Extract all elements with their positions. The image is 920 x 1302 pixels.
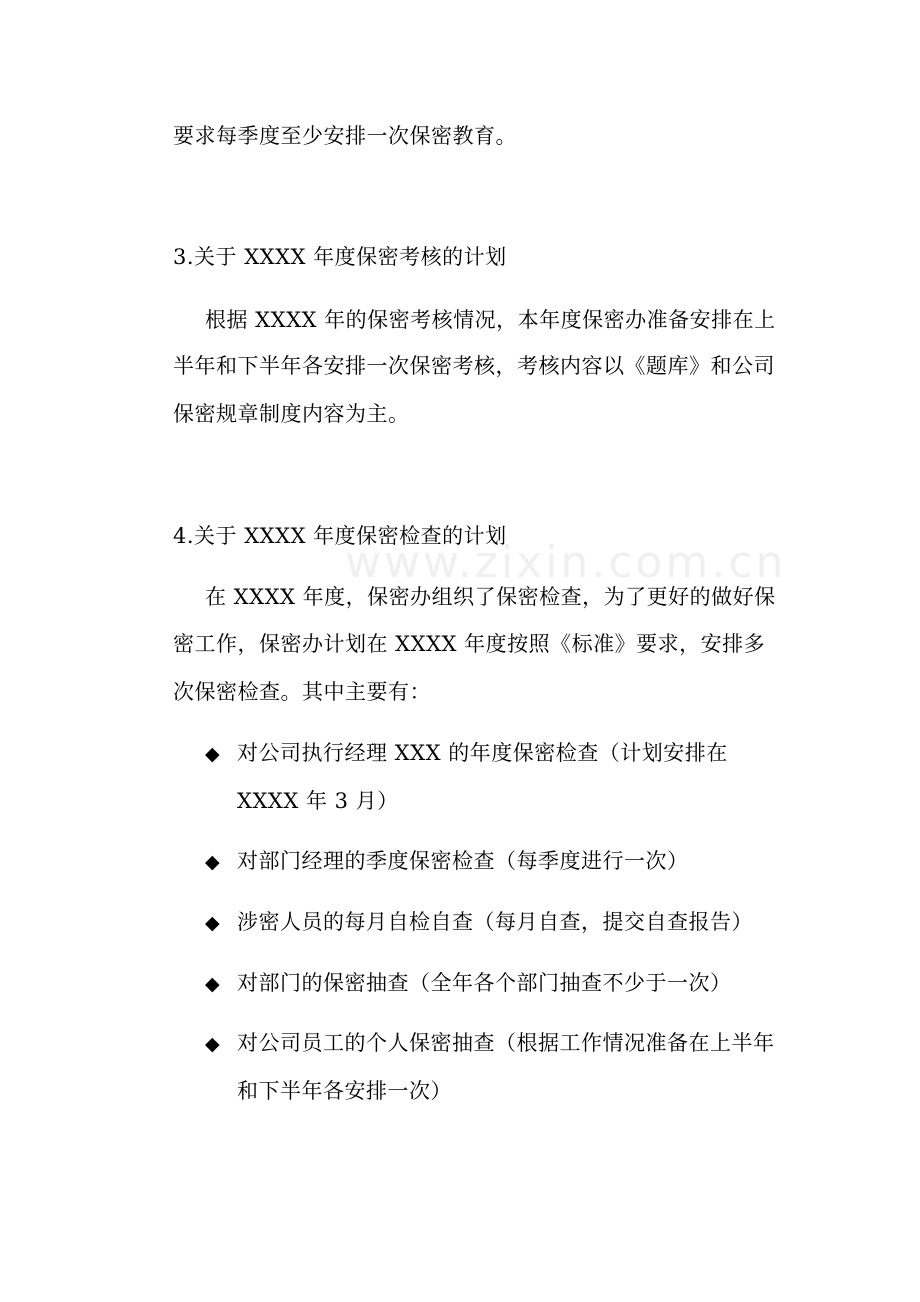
section-heading-4: 4.关于 XXXX 年度保密检查的计划 [173, 524, 507, 548]
paragraph-line: 密工作，保密办计划在 XXXX 年度按照《标准》要求，安排多 [173, 632, 766, 656]
list-item-continuation: XXXX 年 3 月） [237, 789, 399, 813]
diamond-bullet-icon: ◆ [205, 743, 221, 765]
paragraph-line: 在 XXXX 年度，保密办组织了保密检查，为了更好的做好保 [205, 585, 776, 609]
list-item [205, 847, 689, 876]
list-item-text: 对部门的保密抽查（全年各个部门抽查不少于一次） [237, 971, 732, 995]
list-item-text: 对公司执行经理 XXX 的年度保密检查（计划安排在 [237, 741, 728, 765]
diamond-bullet-icon: ◆ [205, 851, 221, 873]
diamond-bullet-icon: ◆ [205, 912, 221, 934]
paragraph-line: 半年和下半年各安排一次保密考核，考核内容以《题库》和公司 [173, 354, 775, 378]
paragraph-line: 要求每季度至少安排一次保密教育。 [173, 124, 517, 148]
diamond-bullet-icon: ◆ [205, 973, 221, 995]
list-item [205, 1029, 775, 1058]
paragraph-line: 次保密检查。其中主要有： [173, 680, 431, 704]
watermark: www.zixin.com.cn [345, 537, 787, 588]
list-item [205, 969, 732, 998]
paragraph-line: 保密规章制度内容为主。 [173, 402, 410, 426]
list-item [205, 908, 753, 937]
section-heading-3: 3.关于 XXXX 年度保密考核的计划 [173, 245, 507, 269]
list-item-text: 对公司员工的个人保密抽查（根据工作情况准备在上半年 [237, 1031, 775, 1055]
list-item [205, 739, 728, 768]
paragraph-line: 根据 XXXX 年的保密考核情况，本年度保密办准备安排在上 [205, 308, 776, 332]
list-item-text: 涉密人员的每月自检自查（每月自查，提交自查报告） [237, 910, 753, 934]
list-item-text: 对部门经理的季度保密检查（每季度进行一次） [237, 849, 689, 873]
list-item-continuation: 和下半年各安排一次） [237, 1079, 452, 1103]
diamond-bullet-icon: ◆ [205, 1033, 221, 1055]
